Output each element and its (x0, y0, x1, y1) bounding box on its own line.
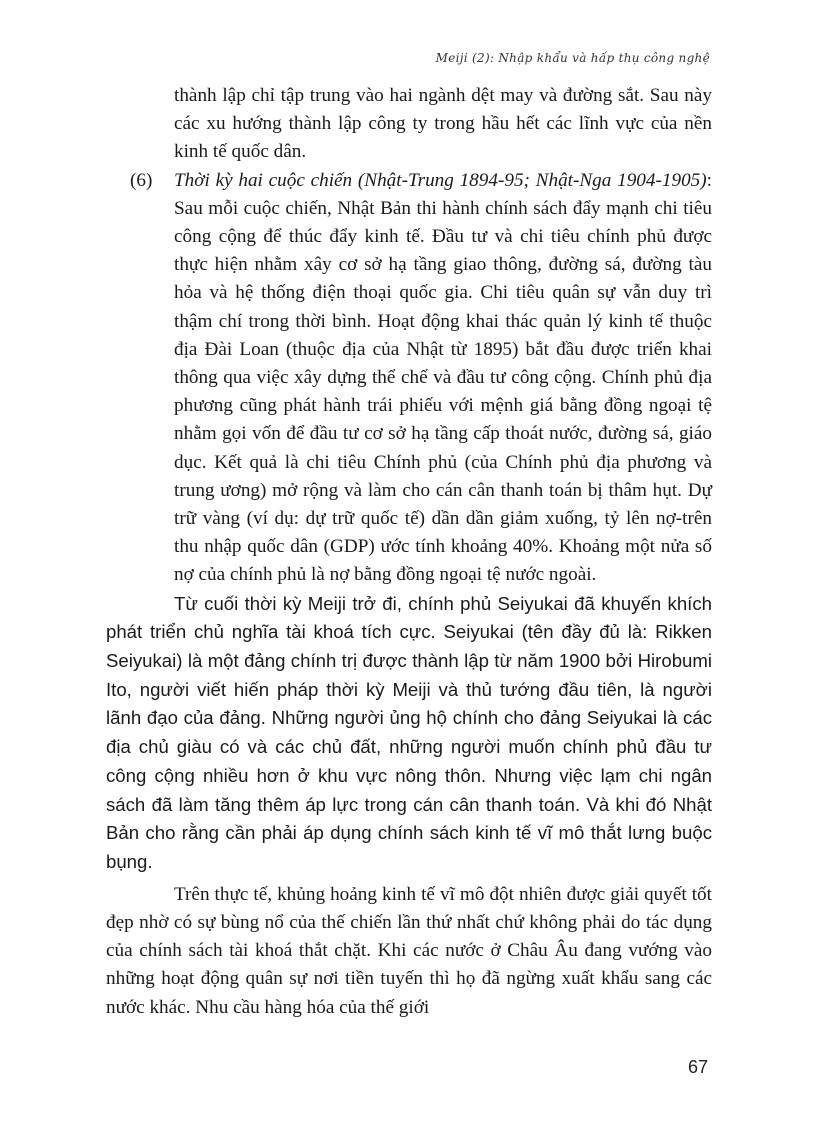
list-item-title: Thời kỳ hai cuộc chiến (Nhật-Trung 1894-95; Nhật-Nga 1904-1905) (174, 169, 707, 191)
list-item-text: : Sau mỗi cuộc chiến, Nhật Bản thi hành chính sách đẩy mạnh chi tiêu công cộng để thúc đẩy kinh tế. Đầu tư và chi tiêu chính phủ được thực hiện nhằm xây cơ sở hạ tầng giao thông, đường sá, đường tàu hỏa và hệ thống điện thoại quốc gia. Chi tiêu quân sự vẫn duy trì thậm chí trong thời bình. Hoạt động khai thác quản lý kinh tế thuộc địa Đài Loan (thuộc địa của Nhật từ 1895) bắt đầu được triển khai thông qua việc xây dựng thể chế và đầu tư công cộng. Chính phủ địa phương cũng phát hành trái phiếu với mệnh giá bằng đồng ngoại tệ nhằm gọi vốn để đầu tư cơ sở hạ tầng cấp thoát nước, đường sá, giáo dục. Kết quả là chi tiêu Chính phủ (của Chính phủ địa phương và trung ương) mở rộng và làm cho cán cân thanh toán bị thâm hụt. Dự trữ vàng (ví dụ: dự trữ quốc tế) dần dần giảm xuống, tỷ lên nợ-trên thu nhập quốc dân (GDP) ước tính khoảng 40%. Khoảng một nửa số nợ của chính phủ là nợ bằng đồng ngoại tệ nước ngoài. (174, 169, 712, 586)
paragraph-world-war: Trên thực tế, khủng hoảng kinh tế vĩ mô đột nhiên được giải quyết tốt đẹp nhờ có sự bùng nổ của thế chiến lần thứ nhất chứ không phải do tác dụng của chính sách tài khoá thắt chặt. Khi các nước ở Châu Âu đang vướng vào những hoạt động quân sự nơi tiền tuyến thì họ đã ngừng xuất khẩu sang các nước khác. Nhu cầu hàng hóa của thế giới (106, 883, 712, 1018)
continued-paragraph: thành lập chỉ tập trung vào hai ngành dệt may và đường sắt. Sau này các xu hướng thành lập công ty trong hầu hết các lĩnh vực của nền kinh tế quốc dân. (174, 85, 712, 163)
list-item-number: (6) (130, 169, 153, 191)
page-body (106, 82, 712, 1022)
running-header: Meiji (2): Nhập khẩu và hấp thụ công nghệ (435, 51, 710, 65)
paragraph-seiyukai: Từ cuối thời kỳ Meiji trở đi, chính phủ Seiyukai đã khuyến khích phát triển chủ nghĩa tài khoá tích cực. Seiyukai (tên đầy đủ là: Rikken Seiyukai) là một đảng chính trị được thành lập từ năm 1900 bởi Hirobumi Ito, người viết hiến pháp thời kỳ Meiji và thủ tướng đầu tiên, là người lãnh đạo của đảng. Những người ủng hộ chính cho đảng Seiyukai là các địa chủ giàu có và các chủ đất, những người muốn chính phủ đầu tư công cộng nhiều hơn ở khu vực nông thôn. Nhưng việc lạm chi ngân sách đã làm tăng thêm áp lực trong cán cân thanh toán. Và khi đó Nhật Bản cho rằng cần phải áp dụng chính sách kinh tế vĩ mô thắt lưng buộc bụng. (106, 592, 712, 872)
list-item-6 (106, 167, 712, 590)
page-number: 67 (687, 1057, 708, 1077)
